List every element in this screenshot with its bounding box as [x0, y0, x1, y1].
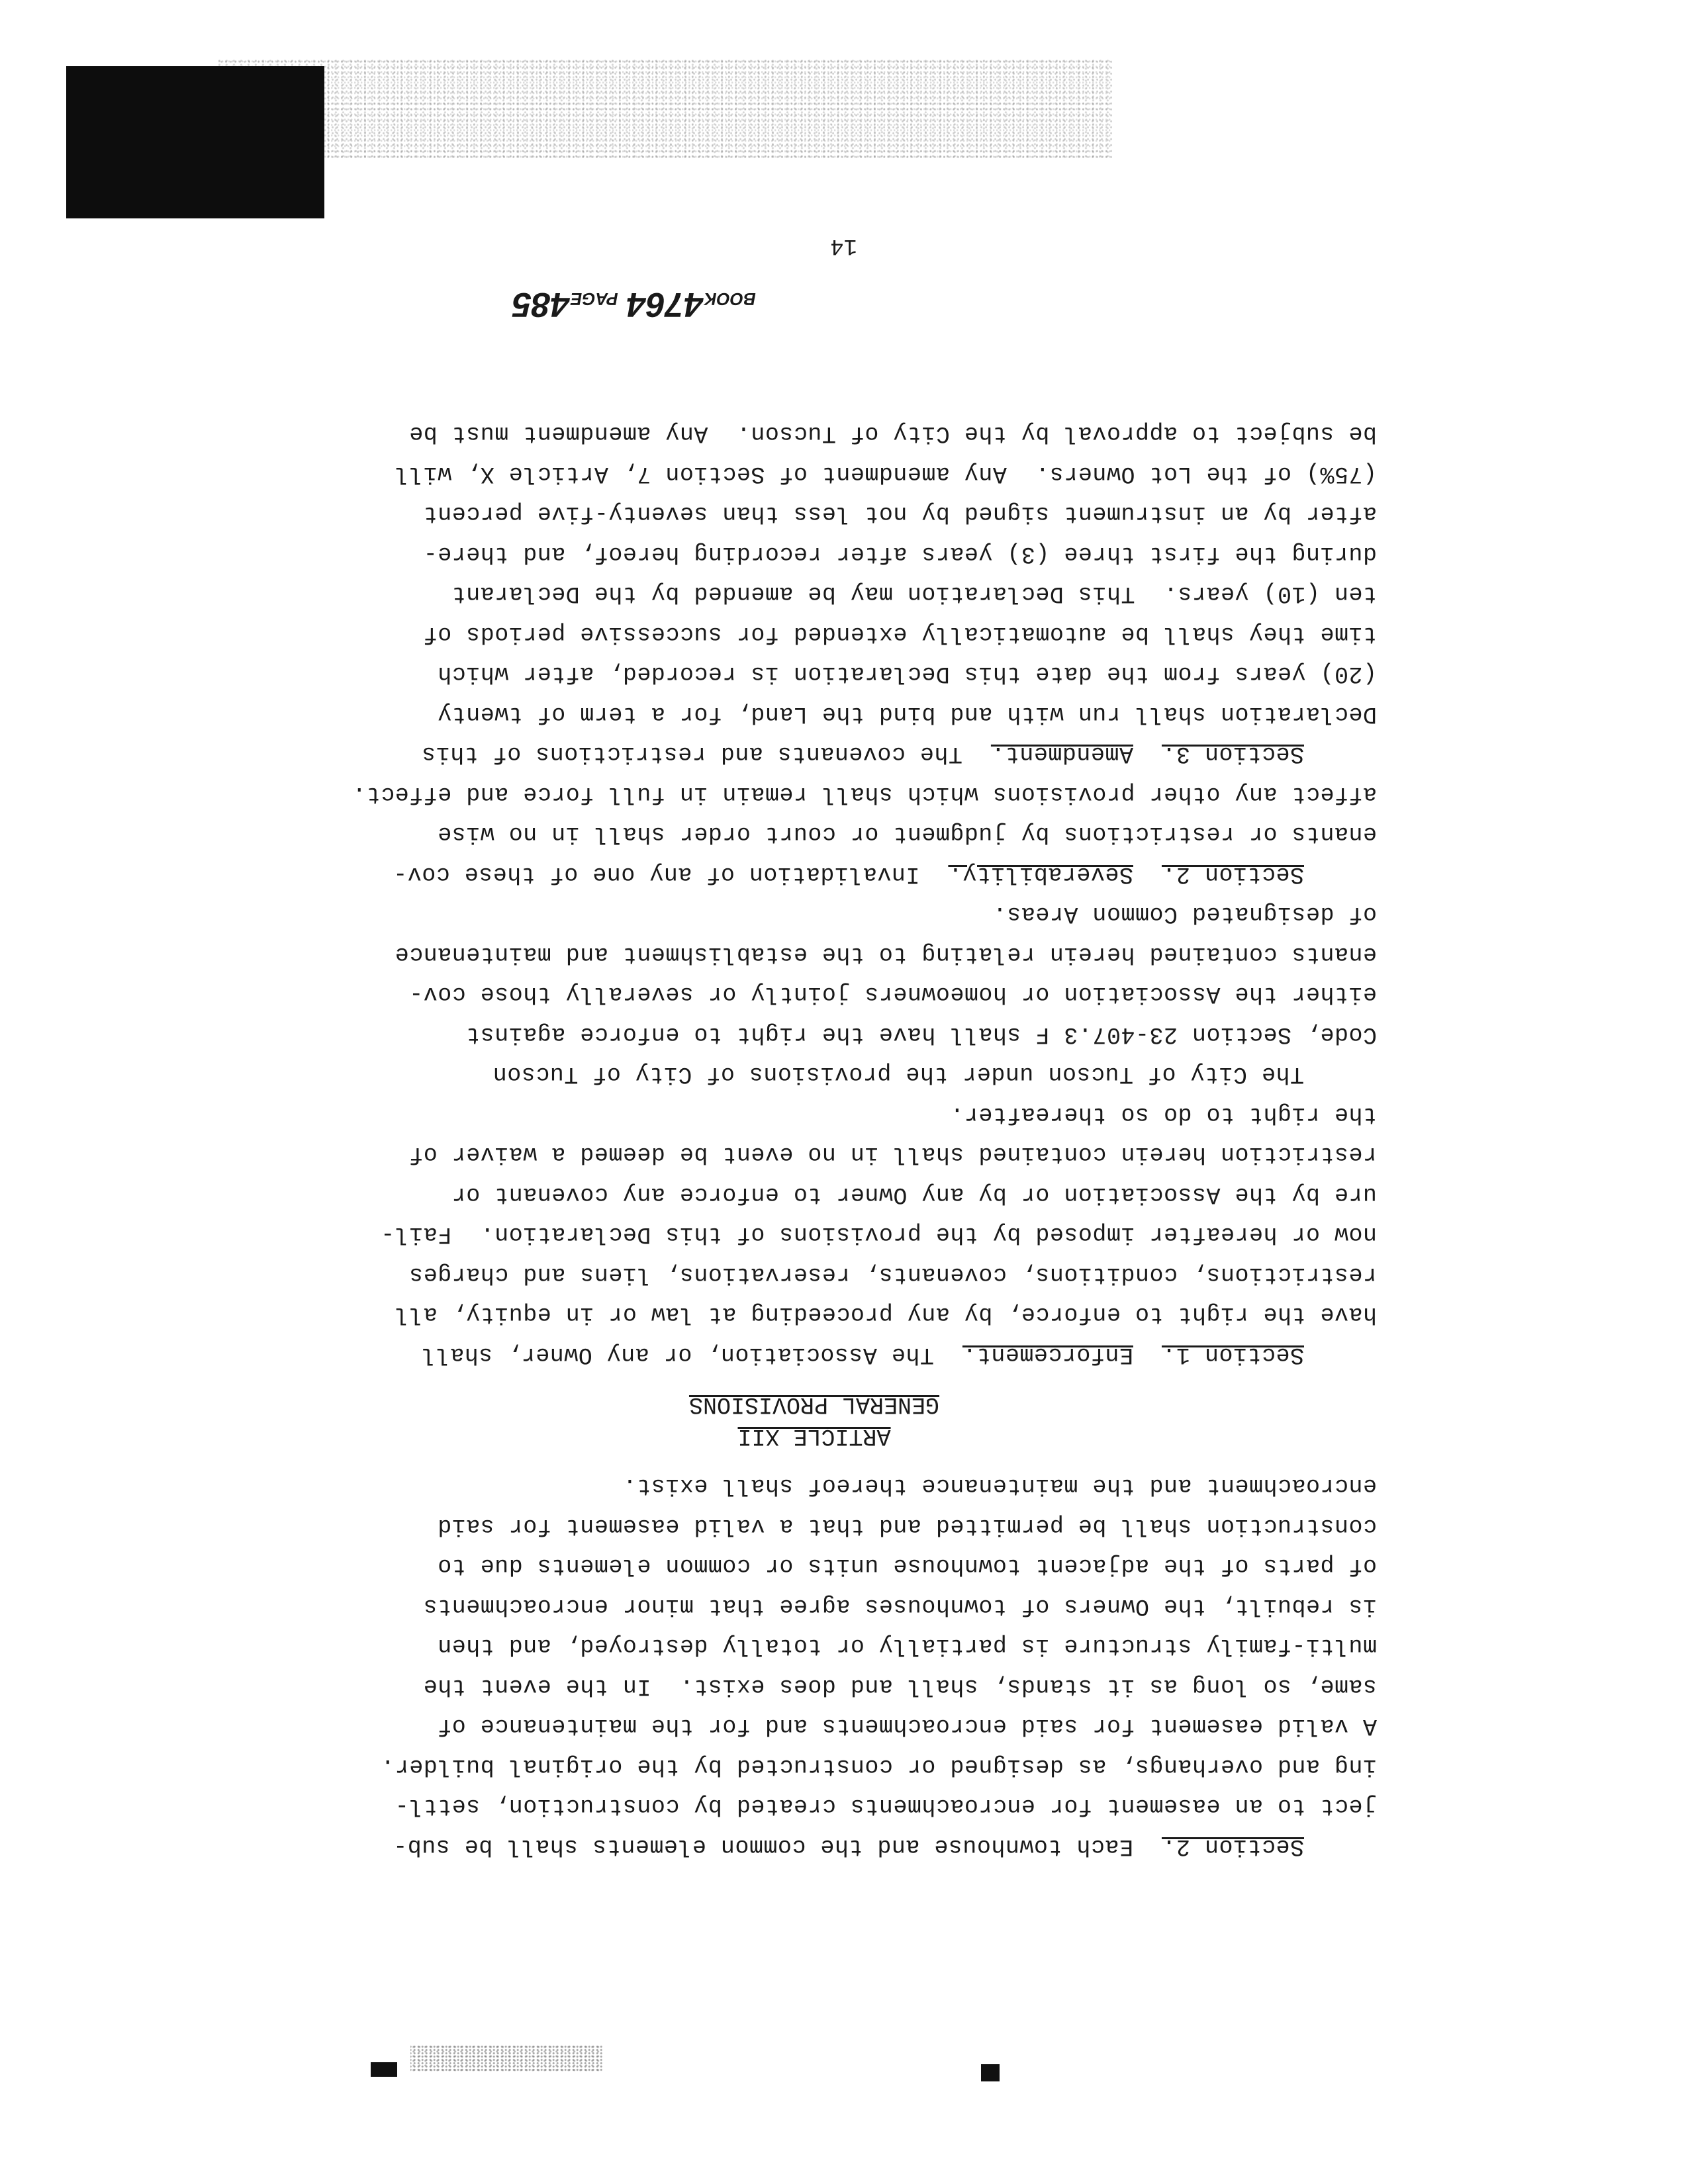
paragraph-line: same, so long as it stands, shall and does exist. In the event the — [423, 1673, 1377, 1700]
article-number: ARTICLE XII — [737, 1423, 891, 1449]
paragraph-line: be subject to approval by the City of Tucson. Any amendment must be — [408, 420, 1377, 447]
scan-noise — [218, 60, 1112, 159]
page-ref: 485 — [508, 285, 573, 324]
section-label: Section 3. — [1161, 741, 1304, 768]
document-body — [252, 414, 1377, 1866]
paragraph-line: (20) years from the date this Declaration is recorded, after which — [437, 660, 1377, 688]
section-title: Severability. — [948, 861, 1133, 887]
paragraph-line: ure by the Association or by any Owner to enforce any covenant or — [451, 1181, 1377, 1208]
paragraph-line: is rebuilt, the Owners of townhouses agree that minor encroachments — [423, 1593, 1377, 1619]
scan-noise — [410, 2045, 602, 2071]
paragraph-line: Code, Section 23-407.3 F shall have the right to enforce against — [465, 1021, 1377, 1048]
book-label: BOOK — [702, 289, 758, 309]
paragraph-line: Section 3. Amendment. The covenants and restrictions of this — [421, 741, 1304, 768]
paragraph-line: restrictions, conditions, covenants, reservations, liens and charges — [408, 1261, 1377, 1288]
paragraph-line: time they shall be automatically extended for successive periods of — [423, 621, 1377, 647]
section-label: Section 1. — [1161, 1342, 1304, 1368]
paragraph-line: restriction herein contained shall in no event be deemed a waiver of — [408, 1141, 1377, 1168]
recording-stamp — [508, 285, 758, 324]
paragraph-line: during the first three (3) years after recording hereof, and there- — [423, 541, 1377, 567]
paragraph-line: ten (10) years. This Declaration may be amended by the Declarant — [451, 580, 1377, 608]
paragraph-line: Section 2. Each townhouse and the common elements shall be sub- — [393, 1833, 1304, 1860]
scan-mark — [981, 2064, 1000, 2081]
paragraph-line: Section 2. Severability. Invalidation of any one of these cov- — [393, 861, 1304, 887]
paragraph-line: either the Association or homeowners jointly or severally those cov- — [408, 981, 1377, 1008]
page-number: 14 — [830, 233, 857, 258]
paragraph-line: the right to do so thereafter. — [949, 1101, 1377, 1128]
section-title: Amendment. — [990, 741, 1133, 768]
book-number: 4764 — [623, 285, 707, 324]
paragraph-line: (75%) of the Lot Owners. Any amendment of Section 7, Article X, will — [395, 461, 1377, 487]
paragraph-line: ject to an easement for encroachments created by construction, settl- — [395, 1793, 1377, 1820]
paragraph-line: multi-family structure is partially or totally destroyed, and then — [437, 1633, 1377, 1660]
paragraph-line: of designated Common Areas. — [992, 901, 1377, 928]
paragraph-line: enants or restrictions by judgment or court order shall in no wise — [437, 821, 1377, 848]
section-label: Section 2. — [1161, 1833, 1304, 1860]
paragraph-line: ing and overhangs, as designed or constructed by the original builder. — [380, 1753, 1377, 1780]
paragraph-line: have the right to enforce, by any proceeding at law or in equity, all — [395, 1301, 1377, 1328]
page-label: PAGE — [568, 289, 620, 309]
paragraph-line: The City of Tucson under the provisions of City of Tucson — [492, 1061, 1304, 1088]
article-title: GENERAL PROVISIONS — [688, 1391, 940, 1418]
paragraph-line: now or hereafter imposed by the provisions of this Declaration. Fail- — [380, 1221, 1377, 1248]
section-label: Section 2. — [1161, 861, 1304, 887]
paragraph-line: enants contained herein relating to the establishment and maintenance — [395, 941, 1377, 968]
paragraph-line: construction shall be permitted and that a valid easement for said — [437, 1513, 1377, 1539]
paragraph-line: Section 1. Enforcement. The Association, or any Owner, shall — [421, 1342, 1304, 1368]
paragraph-line: Declaration shall run with and bind the Land, for a term of twenty — [437, 701, 1377, 727]
paragraph-line: of parts of the adjacent townhouse units or common elements due to — [437, 1553, 1377, 1580]
scan-mark — [371, 2062, 397, 2077]
paragraph-line: A valid easement for said encroachments and for the maintenance of — [437, 1713, 1377, 1740]
redaction-block — [66, 66, 324, 218]
section-title: Enforcement. — [962, 1342, 1133, 1368]
paragraph-line: after by an instrument signed by not less than seventy-five percent — [423, 500, 1377, 527]
paragraph-line: affect any other provisions which shall remain in full force and effect. — [352, 781, 1377, 807]
paragraph-line: encroachment and the maintenance thereof shall exist. — [622, 1473, 1377, 1500]
